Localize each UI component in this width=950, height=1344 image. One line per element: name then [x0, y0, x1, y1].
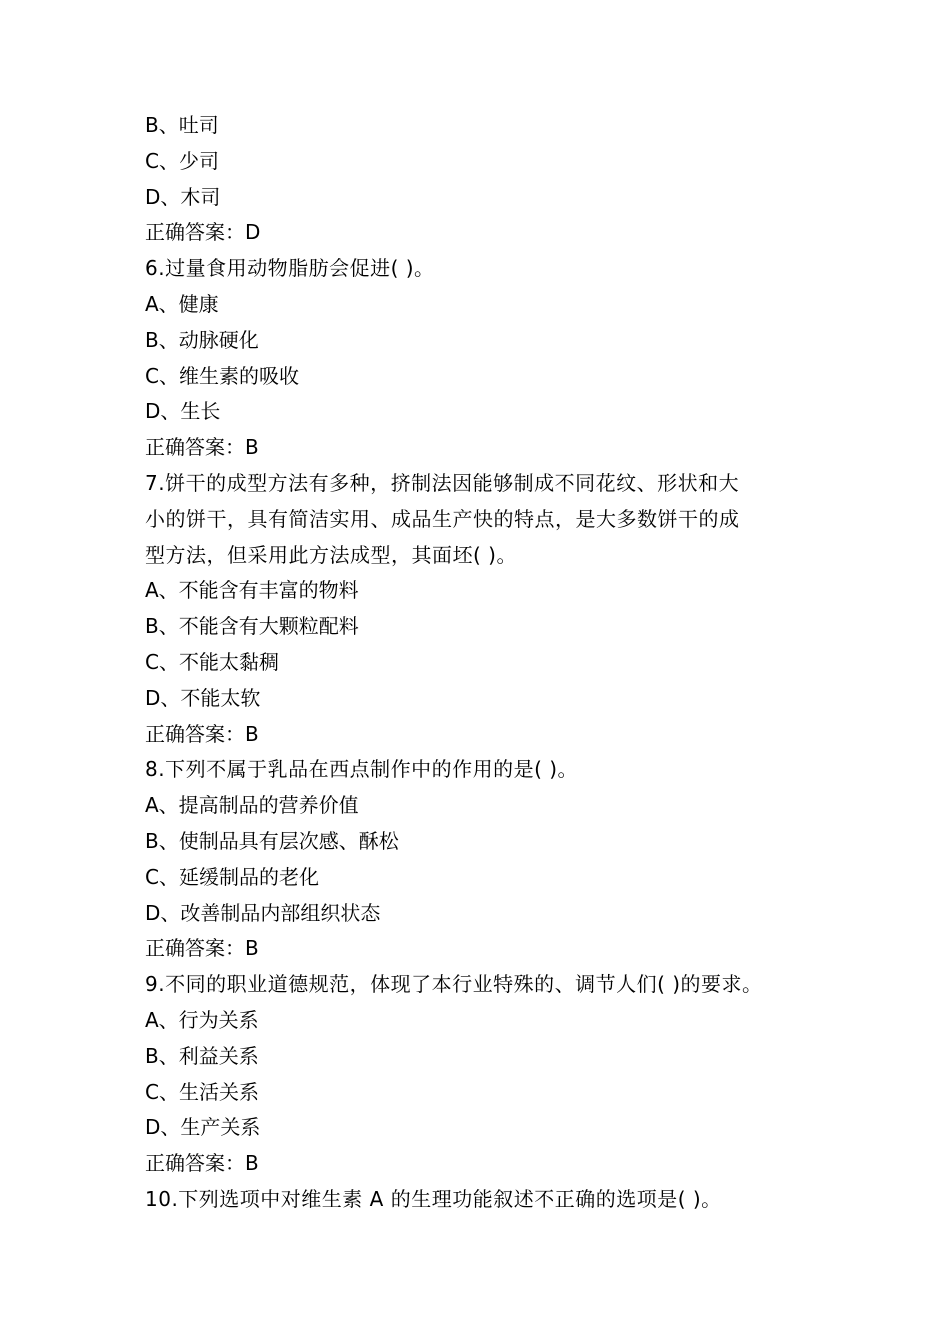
question-6: 6.过量食用动物脂肪会促进( )。 [145, 256, 435, 281]
question-10: 10.下列选项中对维生素 A 的生理功能叙述不正确的选项是( )。 [145, 1186, 722, 1211]
answer: 正确答案：B [145, 435, 259, 460]
option-a: A、不能含有丰富的物料 [145, 578, 359, 603]
option-b: B、利益关系 [145, 1043, 259, 1068]
option-d: D、生产关系 [145, 1115, 261, 1140]
option-c: C、维生素的吸收 [145, 363, 299, 388]
option-b: B、动脉硬化 [145, 327, 259, 352]
option-c: C、延缓制品的老化 [145, 864, 319, 889]
question-8: 8.下列不属于乳品在西点制作中的作用的是( )。 [145, 757, 579, 782]
option-d: D、木司 [145, 184, 221, 209]
option-d: D、不能太软 [145, 685, 261, 710]
answer: 正确答案：B [145, 1151, 259, 1176]
option-a: A、行为关系 [145, 1007, 259, 1032]
option-a: A、提高制品的营养价值 [145, 793, 359, 818]
question-7-line-2: 小的饼干，具有简洁实用、成品生产快的特点，是大多数饼干的成 [145, 506, 740, 531]
option-b: B、吐司 [145, 113, 219, 137]
option-b: B、使制品具有层次感、酥松 [145, 828, 399, 853]
option-c: C、生活关系 [145, 1079, 259, 1104]
question-7-line-1: 7.饼干的成型方法有多种，挤制法因能够制成不同花纹、形状和大 [145, 470, 740, 495]
answer: 正确答案：B [145, 721, 259, 746]
answer: 正确答案：B [145, 936, 259, 961]
option-c: C、少司 [145, 148, 219, 173]
option-a: A、健康 [145, 291, 219, 316]
question-9: 9.不同的职业道德规范，体现了本行业特殊的、调节人们( )的要求。 [145, 972, 763, 997]
question-list [145, 108, 835, 1218]
option-d: D、生长 [145, 399, 221, 424]
question-7-line-3: 型方法，但采用此方法成型，其面坯( )。 [145, 542, 517, 567]
option-d: D、改善制品内部组织状态 [145, 900, 381, 925]
answer: 正确答案：D [145, 220, 261, 245]
option-b: B、不能含有大颗粒配料 [145, 614, 359, 639]
option-c: C、不能太黏稠 [145, 649, 279, 674]
